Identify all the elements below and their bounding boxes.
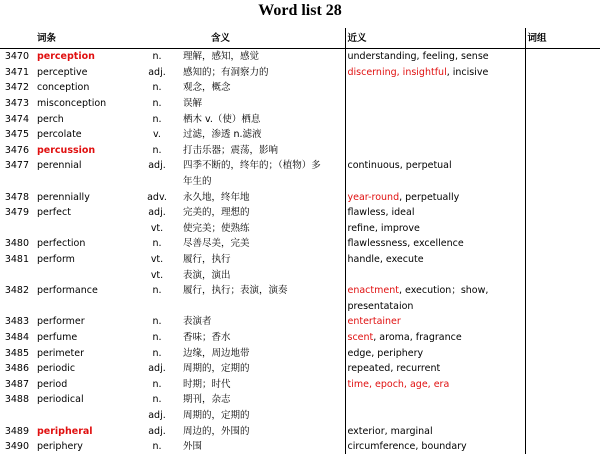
table-row bbox=[0, 330, 600, 346]
word-cell: perfect bbox=[37, 207, 71, 219]
word-cell: perennially bbox=[37, 191, 90, 203]
part-of-speech: n. bbox=[152, 378, 162, 390]
synonym-cell bbox=[345, 345, 525, 361]
synonym-text: year-round bbox=[347, 191, 400, 203]
word-cell: performer bbox=[37, 316, 85, 328]
group-cell bbox=[525, 174, 600, 190]
row-number: 3481 bbox=[4, 254, 29, 266]
word-cell bbox=[33, 299, 133, 315]
table-row bbox=[0, 283, 600, 299]
meaning-cell: 外围 bbox=[183, 441, 203, 453]
part-of-speech: adj. bbox=[148, 66, 166, 78]
word-cell: perfume bbox=[37, 331, 78, 343]
part-of-speech: n. bbox=[152, 82, 162, 94]
meaning-cell: 年生的 bbox=[183, 176, 212, 188]
row-number: 3477 bbox=[4, 160, 29, 172]
synonym-text: handle, execute bbox=[347, 254, 424, 266]
word-cell: period bbox=[37, 378, 68, 390]
part-of-speech: adj. bbox=[148, 160, 166, 172]
synonym-cell bbox=[345, 143, 525, 159]
table-row bbox=[0, 127, 600, 143]
group-cell bbox=[525, 423, 600, 439]
meaning-cell: 时期；时代 bbox=[183, 378, 231, 390]
table-row bbox=[0, 376, 600, 392]
header-num bbox=[0, 28, 33, 49]
word-cell: percussion bbox=[37, 144, 96, 156]
meaning-cell: 履行，执行；表演，演奏 bbox=[183, 285, 288, 297]
synonym-cell bbox=[345, 267, 525, 283]
meaning-cell: 周期的，定期的 bbox=[183, 409, 250, 421]
word-cell: perception bbox=[37, 51, 95, 63]
synonym-cell bbox=[345, 236, 525, 252]
meaning-cell: 周期的，定期的 bbox=[183, 363, 250, 375]
table-row bbox=[0, 439, 600, 455]
part-of-speech bbox=[133, 174, 181, 190]
word-table bbox=[0, 28, 600, 454]
header-group: 词组 bbox=[525, 28, 600, 49]
group-cell bbox=[525, 439, 600, 455]
part-of-speech: n. bbox=[152, 144, 162, 156]
table-row bbox=[0, 80, 600, 96]
part-of-speech: adj. bbox=[148, 409, 166, 421]
synonym-cell bbox=[345, 376, 525, 392]
table-row bbox=[0, 299, 600, 315]
synonym-cell bbox=[345, 221, 525, 237]
meaning-cell: 理解，感知，感觉 bbox=[183, 51, 260, 63]
synonym-text: enactment bbox=[347, 285, 399, 297]
group-cell bbox=[525, 345, 600, 361]
row-number: 3474 bbox=[4, 113, 29, 125]
row-number: 3486 bbox=[4, 363, 29, 375]
group-cell bbox=[525, 392, 600, 408]
row-number: 3473 bbox=[4, 98, 29, 110]
synonym-text: , execution；show, bbox=[398, 285, 489, 297]
meaning-cell: 误解 bbox=[183, 98, 203, 110]
synonym-text: exterior, marginal bbox=[347, 425, 433, 437]
row-number: 3483 bbox=[4, 316, 29, 328]
meaning-cell: 感知的；有洞察力的 bbox=[183, 66, 269, 78]
word-cell: perfection bbox=[37, 238, 86, 250]
word-cell: perceptive bbox=[37, 66, 88, 78]
meaning-cell: 观念，概念 bbox=[183, 82, 231, 94]
synonym-cell bbox=[345, 252, 525, 268]
part-of-speech: vt. bbox=[150, 222, 164, 234]
row-number: 3472 bbox=[4, 82, 29, 94]
part-of-speech: adj. bbox=[148, 425, 166, 437]
synonym-cell bbox=[345, 361, 525, 377]
meaning-cell: 过滤，渗透 n.滤液 bbox=[183, 129, 262, 141]
synonym-cell bbox=[345, 158, 525, 174]
synonym-cell bbox=[345, 80, 525, 96]
table-row bbox=[0, 392, 600, 408]
row-number bbox=[0, 174, 33, 190]
meaning-cell: 四季不断的，终年的；（植物）多 bbox=[183, 160, 321, 172]
row-number bbox=[0, 221, 33, 237]
part-of-speech: n. bbox=[152, 51, 162, 63]
row-number: 3488 bbox=[4, 394, 29, 406]
table-row bbox=[0, 111, 600, 127]
synonym-text: continuous, perpetual bbox=[347, 160, 452, 172]
synonym-cell bbox=[345, 65, 525, 81]
synonym-cell bbox=[345, 314, 525, 330]
table-row bbox=[0, 49, 600, 65]
group-cell bbox=[525, 330, 600, 346]
group-cell bbox=[525, 361, 600, 377]
synonym-cell bbox=[345, 283, 525, 299]
table-row bbox=[0, 236, 600, 252]
group-cell bbox=[525, 158, 600, 174]
part-of-speech: n. bbox=[152, 238, 162, 250]
table-row bbox=[0, 314, 600, 330]
table-row bbox=[0, 252, 600, 268]
word-cell: perch bbox=[37, 113, 64, 125]
part-of-speech: n. bbox=[152, 394, 162, 406]
synonym-cell bbox=[345, 392, 525, 408]
group-cell bbox=[525, 299, 600, 315]
synonym-text: discerning, insightful bbox=[347, 66, 447, 78]
meaning-cell: 周边的，外围的 bbox=[183, 425, 250, 437]
synonym-text: scent bbox=[347, 331, 374, 343]
group-cell bbox=[525, 221, 600, 237]
synonym-text: flawless, ideal bbox=[347, 207, 415, 219]
meaning-cell: 完美的，理想的 bbox=[183, 207, 250, 219]
word-cell bbox=[33, 174, 133, 190]
synonym-cell bbox=[345, 205, 525, 221]
meaning-cell: 香味；香水 bbox=[183, 331, 231, 343]
word-cell: percolate bbox=[37, 129, 82, 141]
header-synonym: 近义 bbox=[345, 28, 525, 49]
synonym-cell bbox=[345, 96, 525, 112]
meaning-cell: 打击乐器；震荡，影响 bbox=[183, 144, 279, 156]
part-of-speech: adj. bbox=[148, 363, 166, 375]
part-of-speech: n. bbox=[152, 347, 162, 359]
word-cell: conception bbox=[37, 82, 90, 94]
synonym-cell bbox=[345, 189, 525, 205]
synonym-text: time, epoch, age, era bbox=[347, 378, 450, 390]
table-row bbox=[0, 65, 600, 81]
synonym-cell bbox=[345, 439, 525, 455]
synonym-text: edge, periphery bbox=[347, 347, 424, 359]
synonym-cell bbox=[345, 174, 525, 190]
group-cell bbox=[525, 96, 600, 112]
row-number: 3470 bbox=[4, 51, 29, 63]
synonym-cell bbox=[345, 408, 525, 424]
part-of-speech: n. bbox=[152, 98, 162, 110]
group-cell bbox=[525, 408, 600, 424]
header-word: 词条 bbox=[33, 28, 133, 49]
word-cell bbox=[33, 267, 133, 283]
meaning-cell: 栖木 v.（使）栖息 bbox=[183, 113, 261, 125]
table-row bbox=[0, 96, 600, 112]
synonym-text: circumference, boundary bbox=[347, 441, 467, 453]
part-of-speech bbox=[133, 299, 181, 315]
page-title: Word list 28 bbox=[258, 2, 342, 19]
part-of-speech: n. bbox=[152, 285, 162, 297]
group-cell bbox=[525, 283, 600, 299]
synonym-text: flawlessness, excellence bbox=[347, 238, 464, 250]
group-cell bbox=[525, 189, 600, 205]
synonym-text: , aroma, fragrance bbox=[373, 331, 462, 343]
group-cell bbox=[525, 236, 600, 252]
meaning-cell: 永久地，终年地 bbox=[183, 191, 250, 203]
word-cell bbox=[33, 221, 133, 237]
group-cell bbox=[525, 49, 600, 65]
part-of-speech: n. bbox=[152, 441, 162, 453]
word-cell: misconception bbox=[37, 98, 107, 110]
meaning-cell: 期刊，杂志 bbox=[183, 394, 231, 406]
part-of-speech: n. bbox=[152, 316, 162, 328]
row-number: 3482 bbox=[4, 285, 29, 297]
row-number: 3475 bbox=[4, 129, 29, 141]
part-of-speech: v. bbox=[153, 129, 161, 141]
part-of-speech: n. bbox=[152, 113, 162, 125]
table-row bbox=[0, 408, 600, 424]
table-row bbox=[0, 345, 600, 361]
row-number: 3471 bbox=[4, 66, 29, 78]
word-cell bbox=[33, 408, 133, 424]
table-body bbox=[0, 49, 600, 455]
header-pos bbox=[133, 28, 181, 49]
synonym-cell bbox=[345, 299, 525, 315]
group-cell bbox=[525, 376, 600, 392]
group-cell bbox=[525, 314, 600, 330]
part-of-speech: vt. bbox=[150, 254, 164, 266]
row-number: 3489 bbox=[4, 425, 29, 437]
group-cell bbox=[525, 65, 600, 81]
meaning-cell: 履行，执行 bbox=[183, 254, 231, 266]
table-row bbox=[0, 189, 600, 205]
part-of-speech: vt. bbox=[150, 269, 164, 281]
synonym-text: presentataion bbox=[347, 300, 414, 312]
table-row bbox=[0, 423, 600, 439]
row-number: 3487 bbox=[4, 378, 29, 390]
word-cell: perform bbox=[37, 254, 75, 266]
word-cell: peripheral bbox=[37, 425, 93, 437]
table-row bbox=[0, 174, 600, 190]
synonym-text: refine, improve bbox=[347, 222, 420, 234]
group-cell bbox=[525, 205, 600, 221]
synonym-cell bbox=[345, 330, 525, 346]
meaning-cell: 表演，演出 bbox=[183, 269, 231, 281]
row-number bbox=[0, 408, 33, 424]
meaning-cell: 边缘，周边地带 bbox=[183, 347, 250, 359]
meaning-cell bbox=[181, 299, 345, 315]
group-cell bbox=[525, 267, 600, 283]
part-of-speech: adj. bbox=[148, 207, 166, 219]
table-row bbox=[0, 267, 600, 283]
table-row bbox=[0, 221, 600, 237]
row-number: 3479 bbox=[4, 207, 29, 219]
word-cell: periodical bbox=[37, 394, 84, 406]
header-meaning: 含义 bbox=[181, 28, 345, 49]
row-number: 3484 bbox=[4, 331, 29, 343]
meaning-cell: 使完美；使熟练 bbox=[183, 222, 250, 234]
synonym-cell bbox=[345, 127, 525, 143]
synonym-cell bbox=[345, 423, 525, 439]
row-number bbox=[0, 299, 33, 315]
table-row bbox=[0, 143, 600, 159]
group-cell bbox=[525, 111, 600, 127]
group-cell bbox=[525, 143, 600, 159]
table-header-row bbox=[0, 28, 600, 49]
word-cell: periodic bbox=[37, 363, 76, 375]
group-cell bbox=[525, 80, 600, 96]
row-number: 3478 bbox=[4, 191, 29, 203]
synonym-text: repeated, recurrent bbox=[347, 363, 441, 375]
word-cell: periphery bbox=[37, 441, 83, 453]
meaning-cell: 尽善尽美，完美 bbox=[183, 238, 250, 250]
part-of-speech: adv. bbox=[147, 191, 167, 203]
meaning-cell: 表演者 bbox=[183, 316, 212, 328]
word-cell: perennial bbox=[37, 160, 82, 172]
word-cell: perimeter bbox=[37, 347, 84, 359]
group-cell bbox=[525, 127, 600, 143]
synonym-text: , perpetually bbox=[399, 191, 460, 203]
synonym-cell bbox=[345, 49, 525, 65]
table-row bbox=[0, 205, 600, 221]
row-number: 3480 bbox=[4, 238, 29, 250]
row-number bbox=[0, 267, 33, 283]
synonym-text: , incisive bbox=[446, 66, 489, 78]
synonym-text: understanding, feeling, sense bbox=[347, 51, 489, 63]
part-of-speech: n. bbox=[152, 331, 162, 343]
group-cell bbox=[525, 252, 600, 268]
row-number: 3485 bbox=[4, 347, 29, 359]
synonym-cell bbox=[345, 111, 525, 127]
table-row bbox=[0, 158, 600, 174]
row-number: 3490 bbox=[4, 441, 29, 453]
word-cell: performance bbox=[37, 285, 98, 297]
table-row bbox=[0, 361, 600, 377]
row-number: 3476 bbox=[4, 144, 29, 156]
synonym-text: entertainer bbox=[347, 316, 401, 328]
